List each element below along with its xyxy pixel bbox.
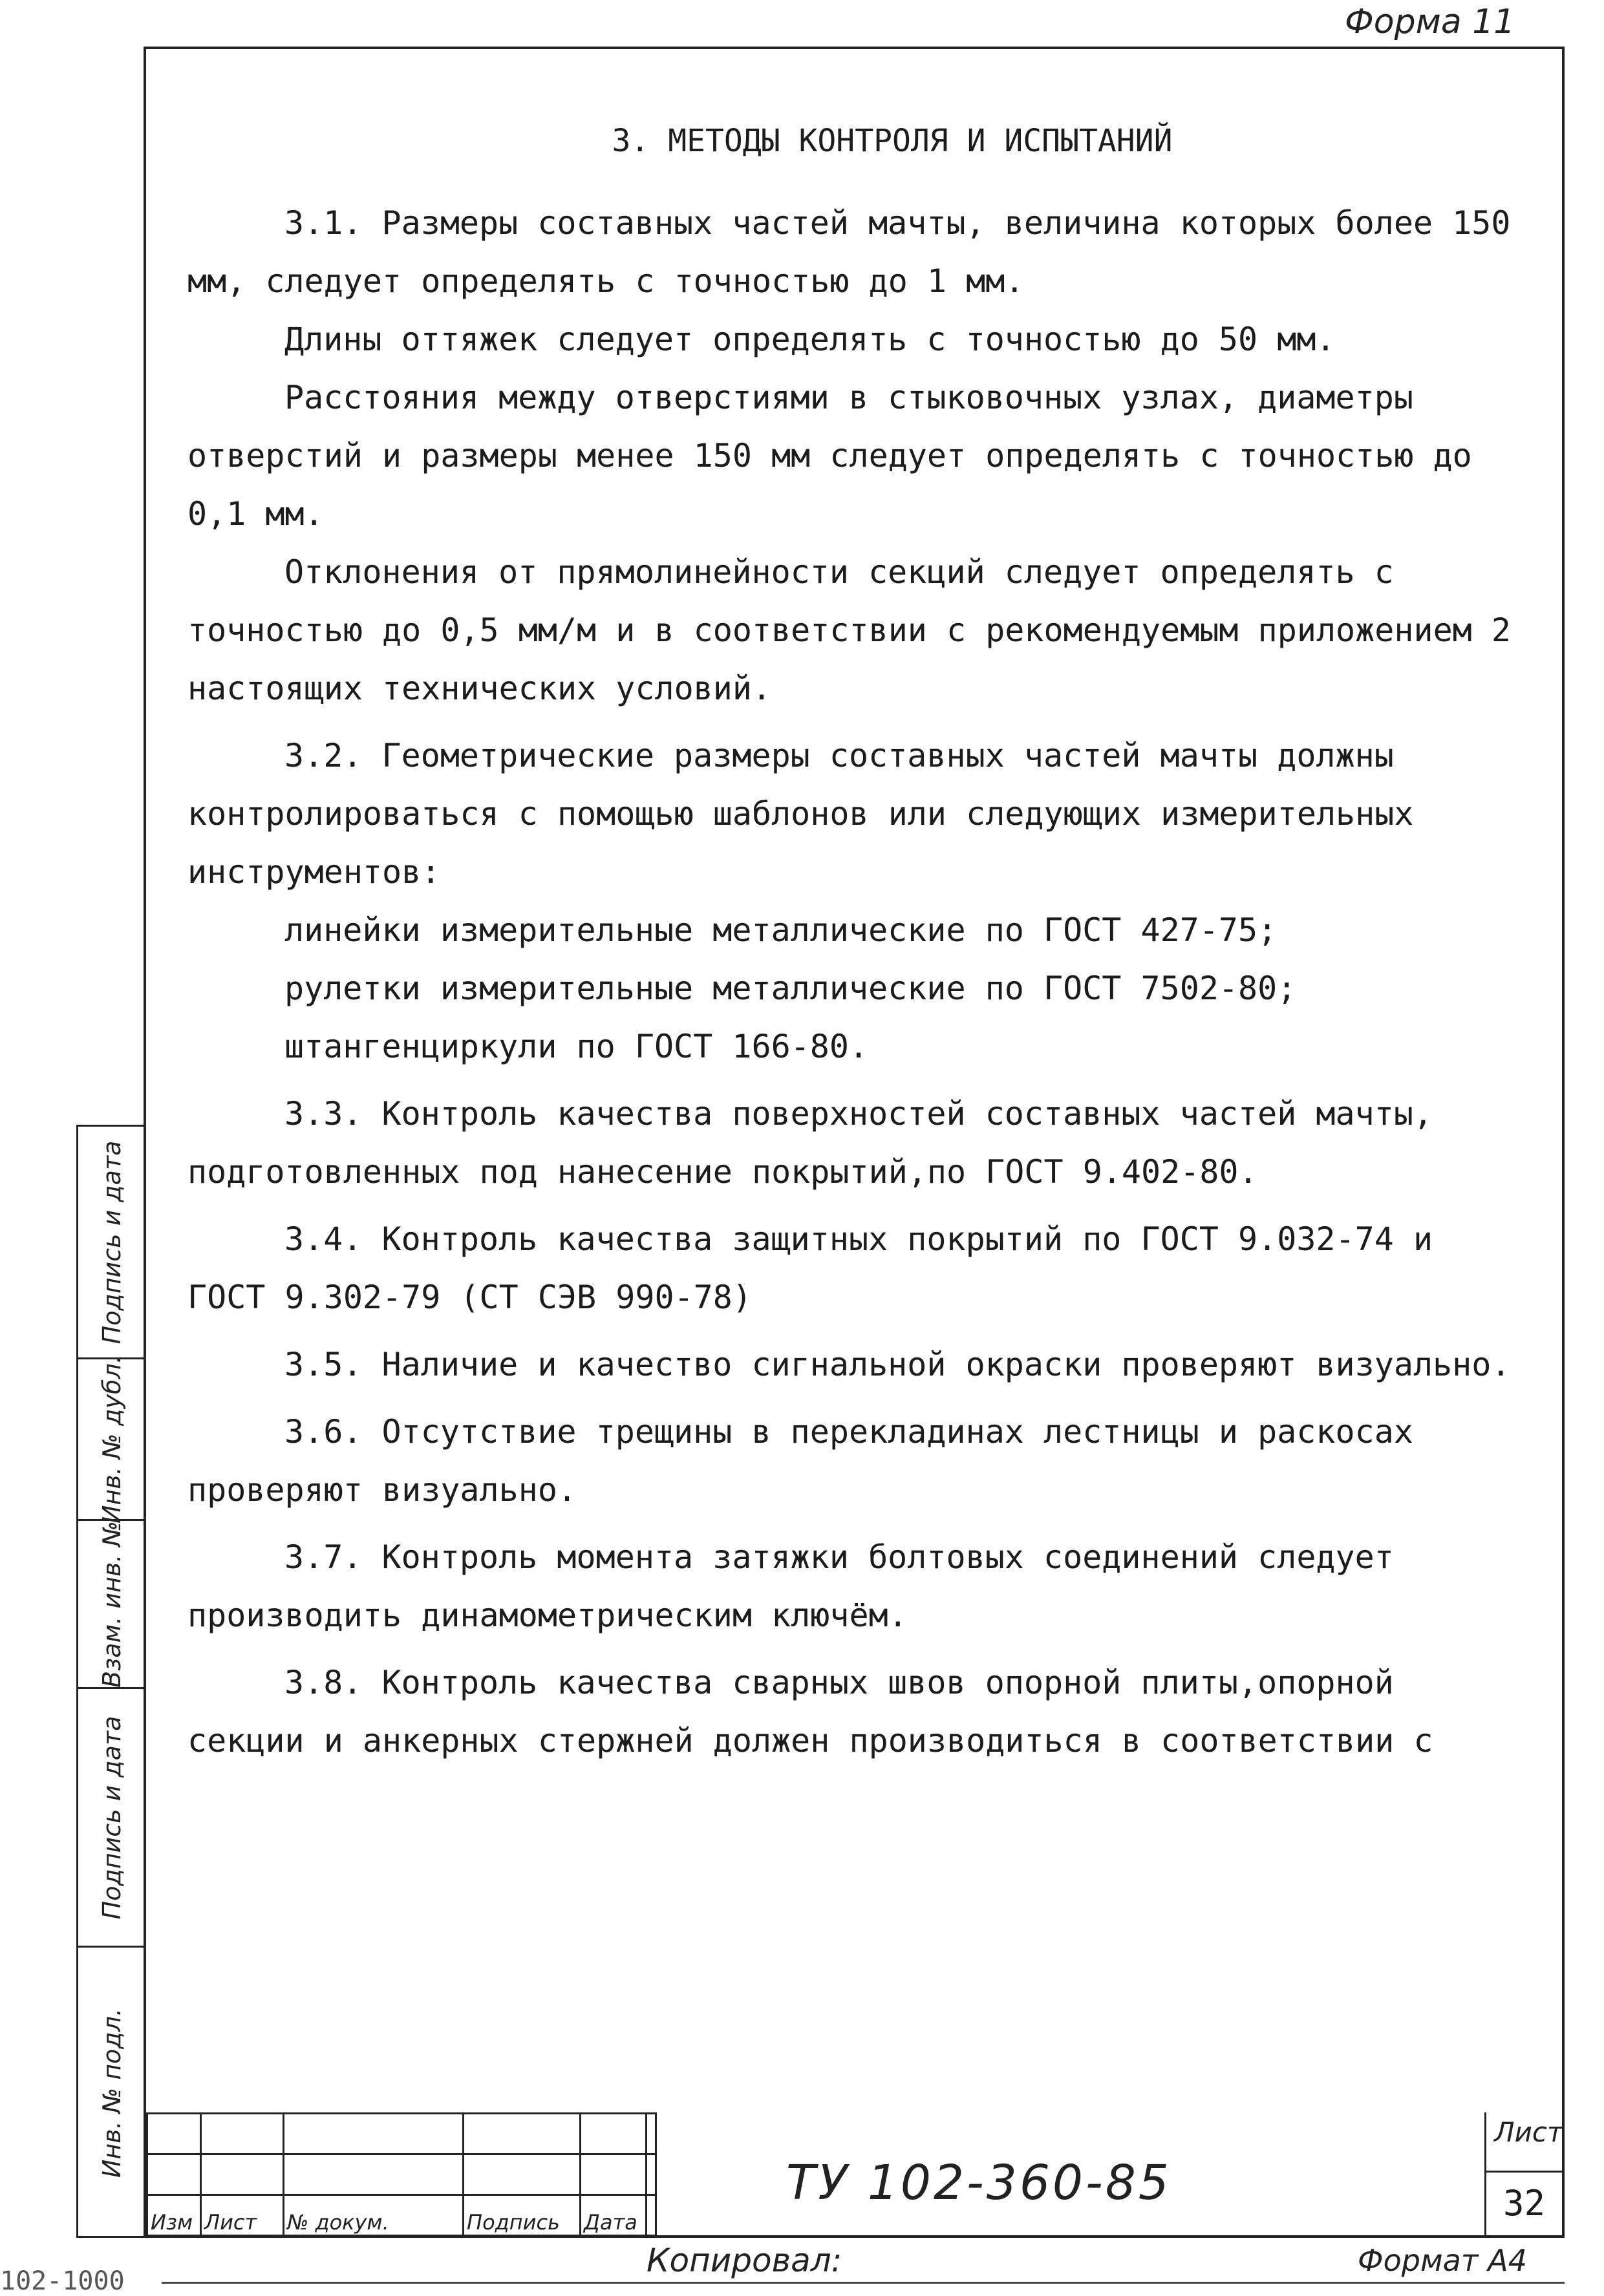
form-label: Форма 11 — [1345, 3, 1515, 41]
paragraph-3-6: 3.6. Отсутствие трещины в перекладинах лестницы и раскосах проверяют визуально. — [187, 1413, 1413, 1509]
side-cell-label: Инв. № подл. — [98, 2008, 126, 2178]
side-cell-label: Взам. инв. № — [98, 1520, 126, 1688]
title-block-divider — [645, 2112, 647, 2235]
column-header: № докум. — [284, 2195, 464, 2236]
side-cell-label: Инв. № дубл. — [98, 1355, 126, 1524]
instrument-item: линейки измерительные металлические по ГОСТ 427-75; — [284, 911, 1278, 949]
column-header: Подпись — [464, 2195, 581, 2236]
column-header: Изм — [147, 2195, 201, 2236]
paragraph-3-2: 3.2. Геометрические размеры составных частей мачты должны контролироваться с помощью шаблонов или следующих измерительных инструментов: — [187, 737, 1414, 891]
title-block — [146, 2112, 1562, 2235]
paragraph-3-3: 3.3. Контроль качества поверхностей составных частей мачты, подготовленных под нанесение покрытий,по ГОСТ 9.402-80. — [187, 1095, 1433, 1191]
side-cell-duplicate-inv — [78, 1355, 145, 1524]
column-header: Дата — [581, 2195, 656, 2236]
paragraph-3-8: 3.8. Контроль качества сварных швов опорной плиты,опорной секции и анкерных стержней должен производиться в соответствии с — [187, 1664, 1433, 1759]
revision-table — [146, 2112, 657, 2237]
instrument-item: штангенциркули по ГОСТ 166-80. — [284, 1028, 869, 1065]
document-code: ТУ 102-360-85 — [786, 2155, 1171, 2211]
paragraph-3-7: 3.7. Контроль момента затяжки болтовых соединений следует производить динамометрическим ключём. — [187, 1538, 1394, 1634]
paragraph-straightness: Отклонения от прямолинейности секций следует определять с точностью до 0,5 мм/м и в соответствии с рекомендуемым приложением 2 настоящих технических условий. — [187, 553, 1511, 707]
side-binding-strip — [76, 1125, 146, 2238]
document-body — [187, 123, 1526, 1770]
side-cell-label: Подпись и дата — [98, 1716, 126, 1919]
section-title: 3. МЕТОДЫ КОНТРОЛЯ И ИСПЫТАНИЙ — [612, 123, 1173, 159]
sheet-box — [1484, 2112, 1562, 2235]
bottom-rule — [162, 2282, 1565, 2284]
paragraph-3-4: 3.4. Контроль качества защитных покрытий по ГОСТ 9.032-74 и ГОСТ 9.302-79 (СТ СЭВ 990-78) — [187, 1220, 1433, 1316]
column-header: Лист — [201, 2195, 284, 2236]
side-cell-replacement-inv — [78, 1521, 145, 1689]
sheet-label: Лист — [1494, 2116, 1563, 2148]
instrument-item: рулетки измерительные металлические по ГОСТ 7502-80; — [284, 970, 1297, 1007]
side-cell-label: Подпись и дата — [98, 1140, 126, 1344]
side-cell-signature-date-2 — [78, 1689, 145, 1948]
copied-by-label: Копировал: — [647, 2242, 842, 2279]
paragraph-guy-lengths: Длины оттяжек следует определять с точностью до 50 мм. — [284, 321, 1336, 358]
sheet-number: 32 — [1486, 2171, 1562, 2235]
format-label: Формат А4 — [1358, 2243, 1527, 2278]
left-stub-text: 102-1000 — [0, 2266, 125, 2296]
side-cell-original-inv — [78, 1948, 145, 2238]
paragraph-3-1: 3.1. Размеры составных частей мачты, величина которых более 150 мм, следует определять с точностью до 1 мм. — [187, 204, 1511, 300]
side-cell-signature-date-1 — [78, 1127, 145, 1359]
paragraph-hole-distances: Расстояния между отверстиями в стыковочных узлах, диаметры отверстий и размеры менее 150 мм следует определять с точностью до 0,1 мм. — [187, 379, 1472, 533]
paragraph-3-5: 3.5. Наличие и качество сигнальной окраски проверяют визуально. — [284, 1346, 1511, 1383]
